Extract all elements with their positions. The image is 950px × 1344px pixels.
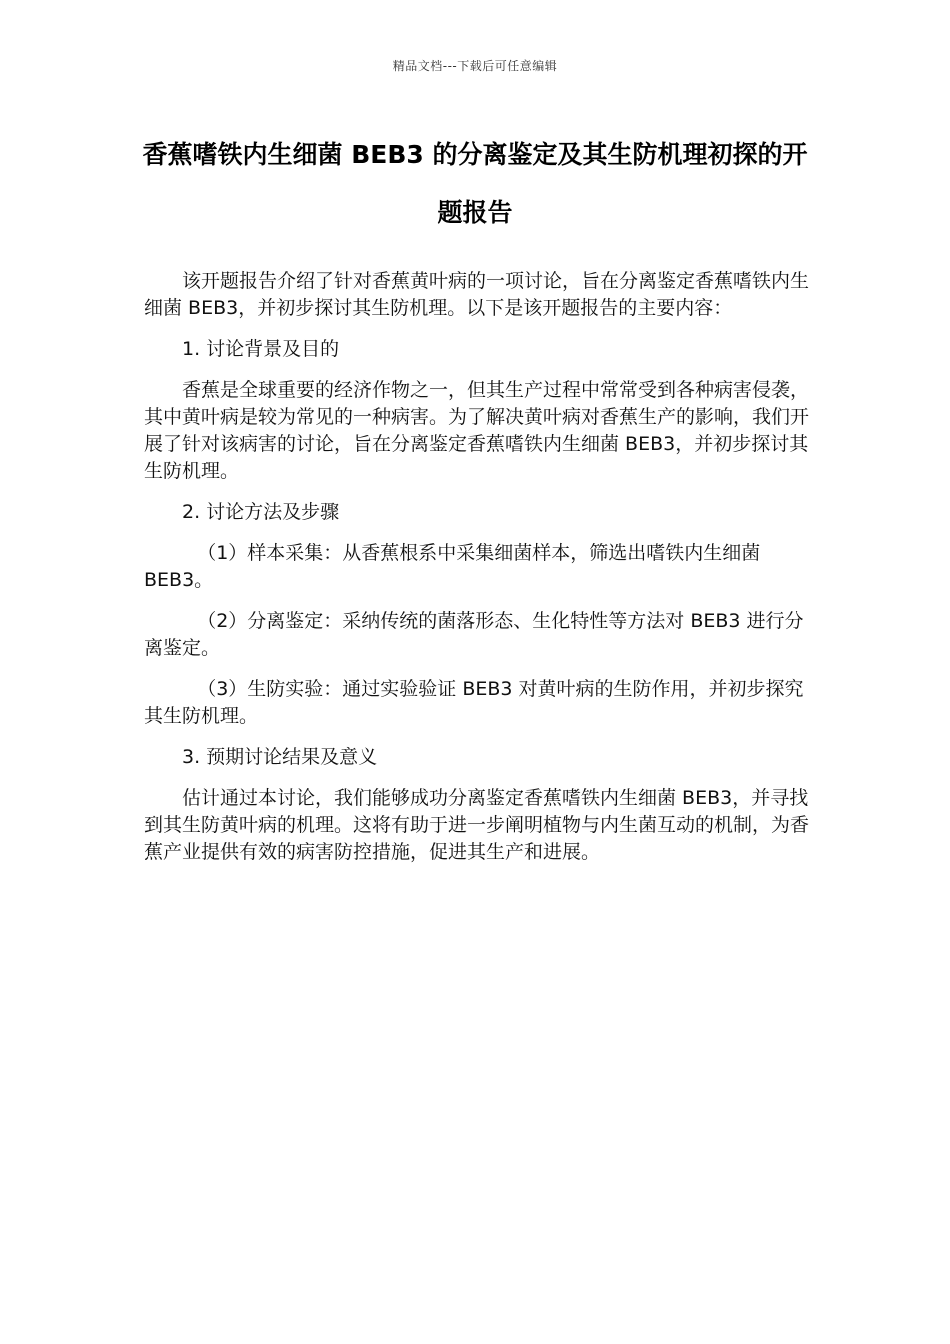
section-heading-results: 3. 预期讨论结果及意义 xyxy=(182,746,378,768)
background-paragraph: 香蕉是全球重要的经济作物之一，但其生产过程中常常受到各种病害侵袭，其中黄叶病是较为常见的一种病害。为了解决黄叶病对香蕉生产的影响，我们开展了针对该病害的讨论，旨在分离鉴定香蕉嗜铁内生细菌 BEB3，并初步探讨其生防机理。 xyxy=(144,379,810,482)
method-item-identification: （2）分离鉴定：采纳传统的菌落形态、生化特性等方法对 BEB3 进行分离鉴定。 xyxy=(144,610,804,659)
section-heading-background: 1. 讨论背景及目的 xyxy=(182,338,340,360)
header-note: 精品文档---下载后可任意编辑 xyxy=(392,59,558,73)
results-paragraph: 估计通过本讨论，我们能够成功分离鉴定香蕉嗜铁内生细菌 BEB3，并寻找到其生防黄叶病的机理。这将有助于进一步阐明植物与内生菌互动的机制，为香蕉产业提供有效的病害防控措施，促进其生产和进展。 xyxy=(144,787,810,863)
method-item-sampling: （1）样本采集：从香蕉根系中采集细菌样本，筛选出嗜铁内生细菌 BEB3。 xyxy=(144,542,761,591)
intro-paragraph: 该开题报告介绍了针对香蕉黄叶病的一项讨论，旨在分离鉴定香蕉嗜铁内生细菌 BEB3，并初步探讨其生防机理。以下是该开题报告的主要内容： xyxy=(144,270,810,319)
document-body xyxy=(144,268,809,880)
section-heading-methods: 2. 讨论方法及步骤 xyxy=(182,501,340,523)
method-item-biocontrol: （3）生防实验：通过实验验证 BEB3 对黄叶病的生防作用，并初步探究其生防机理。 xyxy=(144,678,804,727)
document-title: 香蕉嗜铁内生细菌 BEB3 的分离鉴定及其生防机理初探的开题报告 xyxy=(142,140,808,227)
